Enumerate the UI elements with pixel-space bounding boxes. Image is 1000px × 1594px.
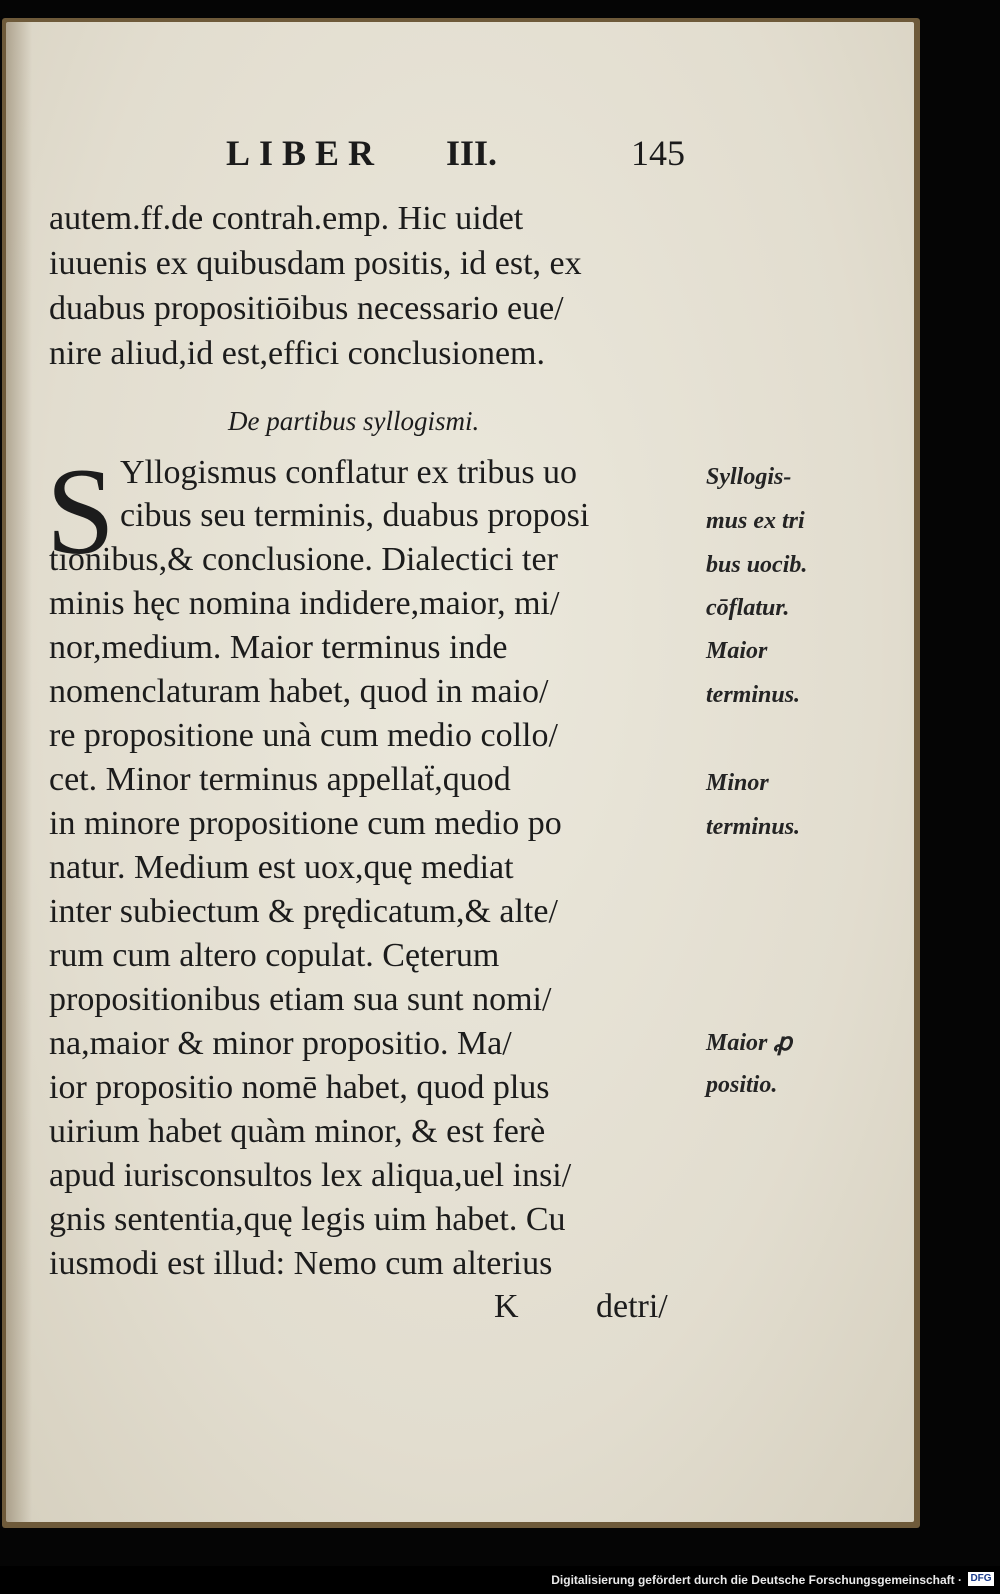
text-line: nomenclaturam habet, quod in maio/ xyxy=(49,673,549,710)
text-line: duabus propositiōibus necessario eue/ xyxy=(49,290,564,327)
book-number: III. xyxy=(446,133,498,173)
funding-credit: Digitalisierung gefördert durch die Deutsche Forschungsgemeinschaft · xyxy=(551,1573,962,1587)
text-line: inter subiectum & prędicatum,& alte/ xyxy=(49,893,558,930)
text-line: rum cum altero copulat. Cęterum xyxy=(49,937,500,974)
margin-note: positio. xyxy=(706,1072,778,1098)
text-line: propositionibus etiam sua sunt nomi/ xyxy=(49,981,552,1018)
margin-note: terminus. xyxy=(706,682,801,708)
margin-note: Maior ꝓ xyxy=(706,1030,792,1056)
text-line: natur. Medium est uox,quę mediat xyxy=(49,849,514,886)
text-line: uirium habet quàm minor, & est ferè xyxy=(49,1113,546,1150)
margin-note: Minor xyxy=(706,770,769,796)
page-number: 145 xyxy=(631,133,685,173)
catchword: detri/ xyxy=(596,1288,668,1325)
page-header xyxy=(6,132,914,182)
running-title: LIBER xyxy=(226,133,384,173)
margin-note: terminus. xyxy=(706,814,801,840)
margin-note: mus ex tri xyxy=(706,508,805,534)
text-line: nire aliud,id est,effici conclusionem. xyxy=(49,335,546,372)
text-line: apud iurisconsultos lex aliqua,uel insi/ xyxy=(49,1157,572,1194)
section-heading: De partibus syllogismi. xyxy=(228,406,480,436)
margin-note: Syllogis- xyxy=(706,464,792,490)
text-line: Yllogismus conflatur ex tribus uo xyxy=(120,454,578,491)
book-page xyxy=(6,22,914,1522)
text-line: iusmodi est illud: Nemo cum alterius xyxy=(49,1245,553,1282)
signature-mark: K xyxy=(494,1288,519,1325)
digitization-footer xyxy=(0,1566,1000,1594)
margin-note: cōflatur. xyxy=(706,595,790,621)
text-line: tionibus,& conclusione. Dialectici ter xyxy=(49,541,558,578)
text-line: cet. Minor terminus appellaẗ,quod xyxy=(49,761,511,798)
text-line: iuuenis ex quibusdam positis, id est, ex xyxy=(49,245,582,282)
text-line: nor,medium. Maior terminus inde xyxy=(49,629,508,666)
margin-note: bus uocib. xyxy=(706,552,808,578)
drop-cap-initial: S xyxy=(46,443,115,580)
text-line: in minore propositione cum medio po xyxy=(49,805,562,842)
dfg-logo: DFG xyxy=(968,1572,994,1586)
margin-note: Maior xyxy=(706,638,768,664)
text-line: gnis sententia,quę legis uim habet. Cu xyxy=(49,1201,566,1238)
text-line: cibus seu terminis, duabus proposi xyxy=(120,497,590,534)
text-line: minis hęc nomina indidere,maior, mi/ xyxy=(49,585,560,622)
text-line: na,maior & minor propositio. Ma/ xyxy=(49,1025,512,1062)
text-line: ior propositio nomē habet, quod plus xyxy=(49,1069,550,1106)
text-line: autem.ff.de contrah.emp. Hic uidet xyxy=(49,200,524,237)
text-line: re propositione unà cum medio collo/ xyxy=(49,717,558,754)
